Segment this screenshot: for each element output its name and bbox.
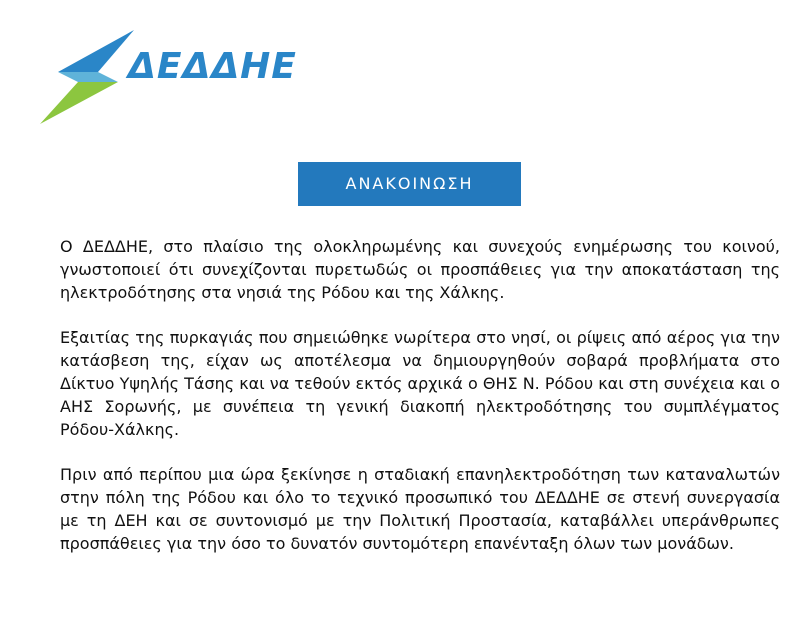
- announcement-body: [60, 235, 780, 577]
- logo-wordmark: ΔΕΔΔΗΕ: [128, 46, 297, 87]
- paragraph-3: Πριν από περίπου μια ώρα ξεκίνησε η σταδιακή επανηλεκτροδότηση των καταναλωτών στην πόλη της Ρόδου και όλο το τεχνικό προσωπικό του ΔΕΔΔΗΕ σε στενή συνεργασία με τη ΔΕΗ και σε συντονισμό με την Πολιτική Προστασία, καταβάλλει υπεράνθρωπες προσπάθειες για την όσο το δυνατόν συντομότερη επανένταξη όλων των μονάδων.: [60, 465, 780, 553]
- announcement-banner: ΑΝΑΚΟΙΝΩΣΗ: [298, 162, 521, 206]
- lightning-bolt-icon: [38, 28, 138, 128]
- paragraph-1: Ο ΔΕΔΔΗΕ, στο πλαίσιο της ολοκληρωμένης και συνεχούς ενημέρωσης του κοινού, γνωστοποιεί ότι συνεχίζονται πυρετωδώς οι προσπάθειες για την αποκατάσταση της ηλεκτροδότησης στα νησιά της Ρόδου και της Χάλκης.: [60, 237, 780, 302]
- company-logo: [38, 28, 298, 128]
- paragraph-2: Εξαιτίας της πυρκαγιάς που σημειώθηκε νωρίτερα στο νησί, οι ρίψεις από αέρος για την κατάσβεση της, είχαν ως αποτέλεσμα να δημιουργηθούν σοβαρά προβλήματα στο Δίκτυο Υψηλής Τάσης και να τεθούν εκτός αρχικά ο ΘΗΣ Ν. Ρόδου και στη συνέχεια και ο ΑΗΣ Σορωνής, με συνέπεια τη γενική διακοπή ηλεκτροδότησης του συμπλέγματος Ρόδου-Χάλκης.: [60, 328, 780, 439]
